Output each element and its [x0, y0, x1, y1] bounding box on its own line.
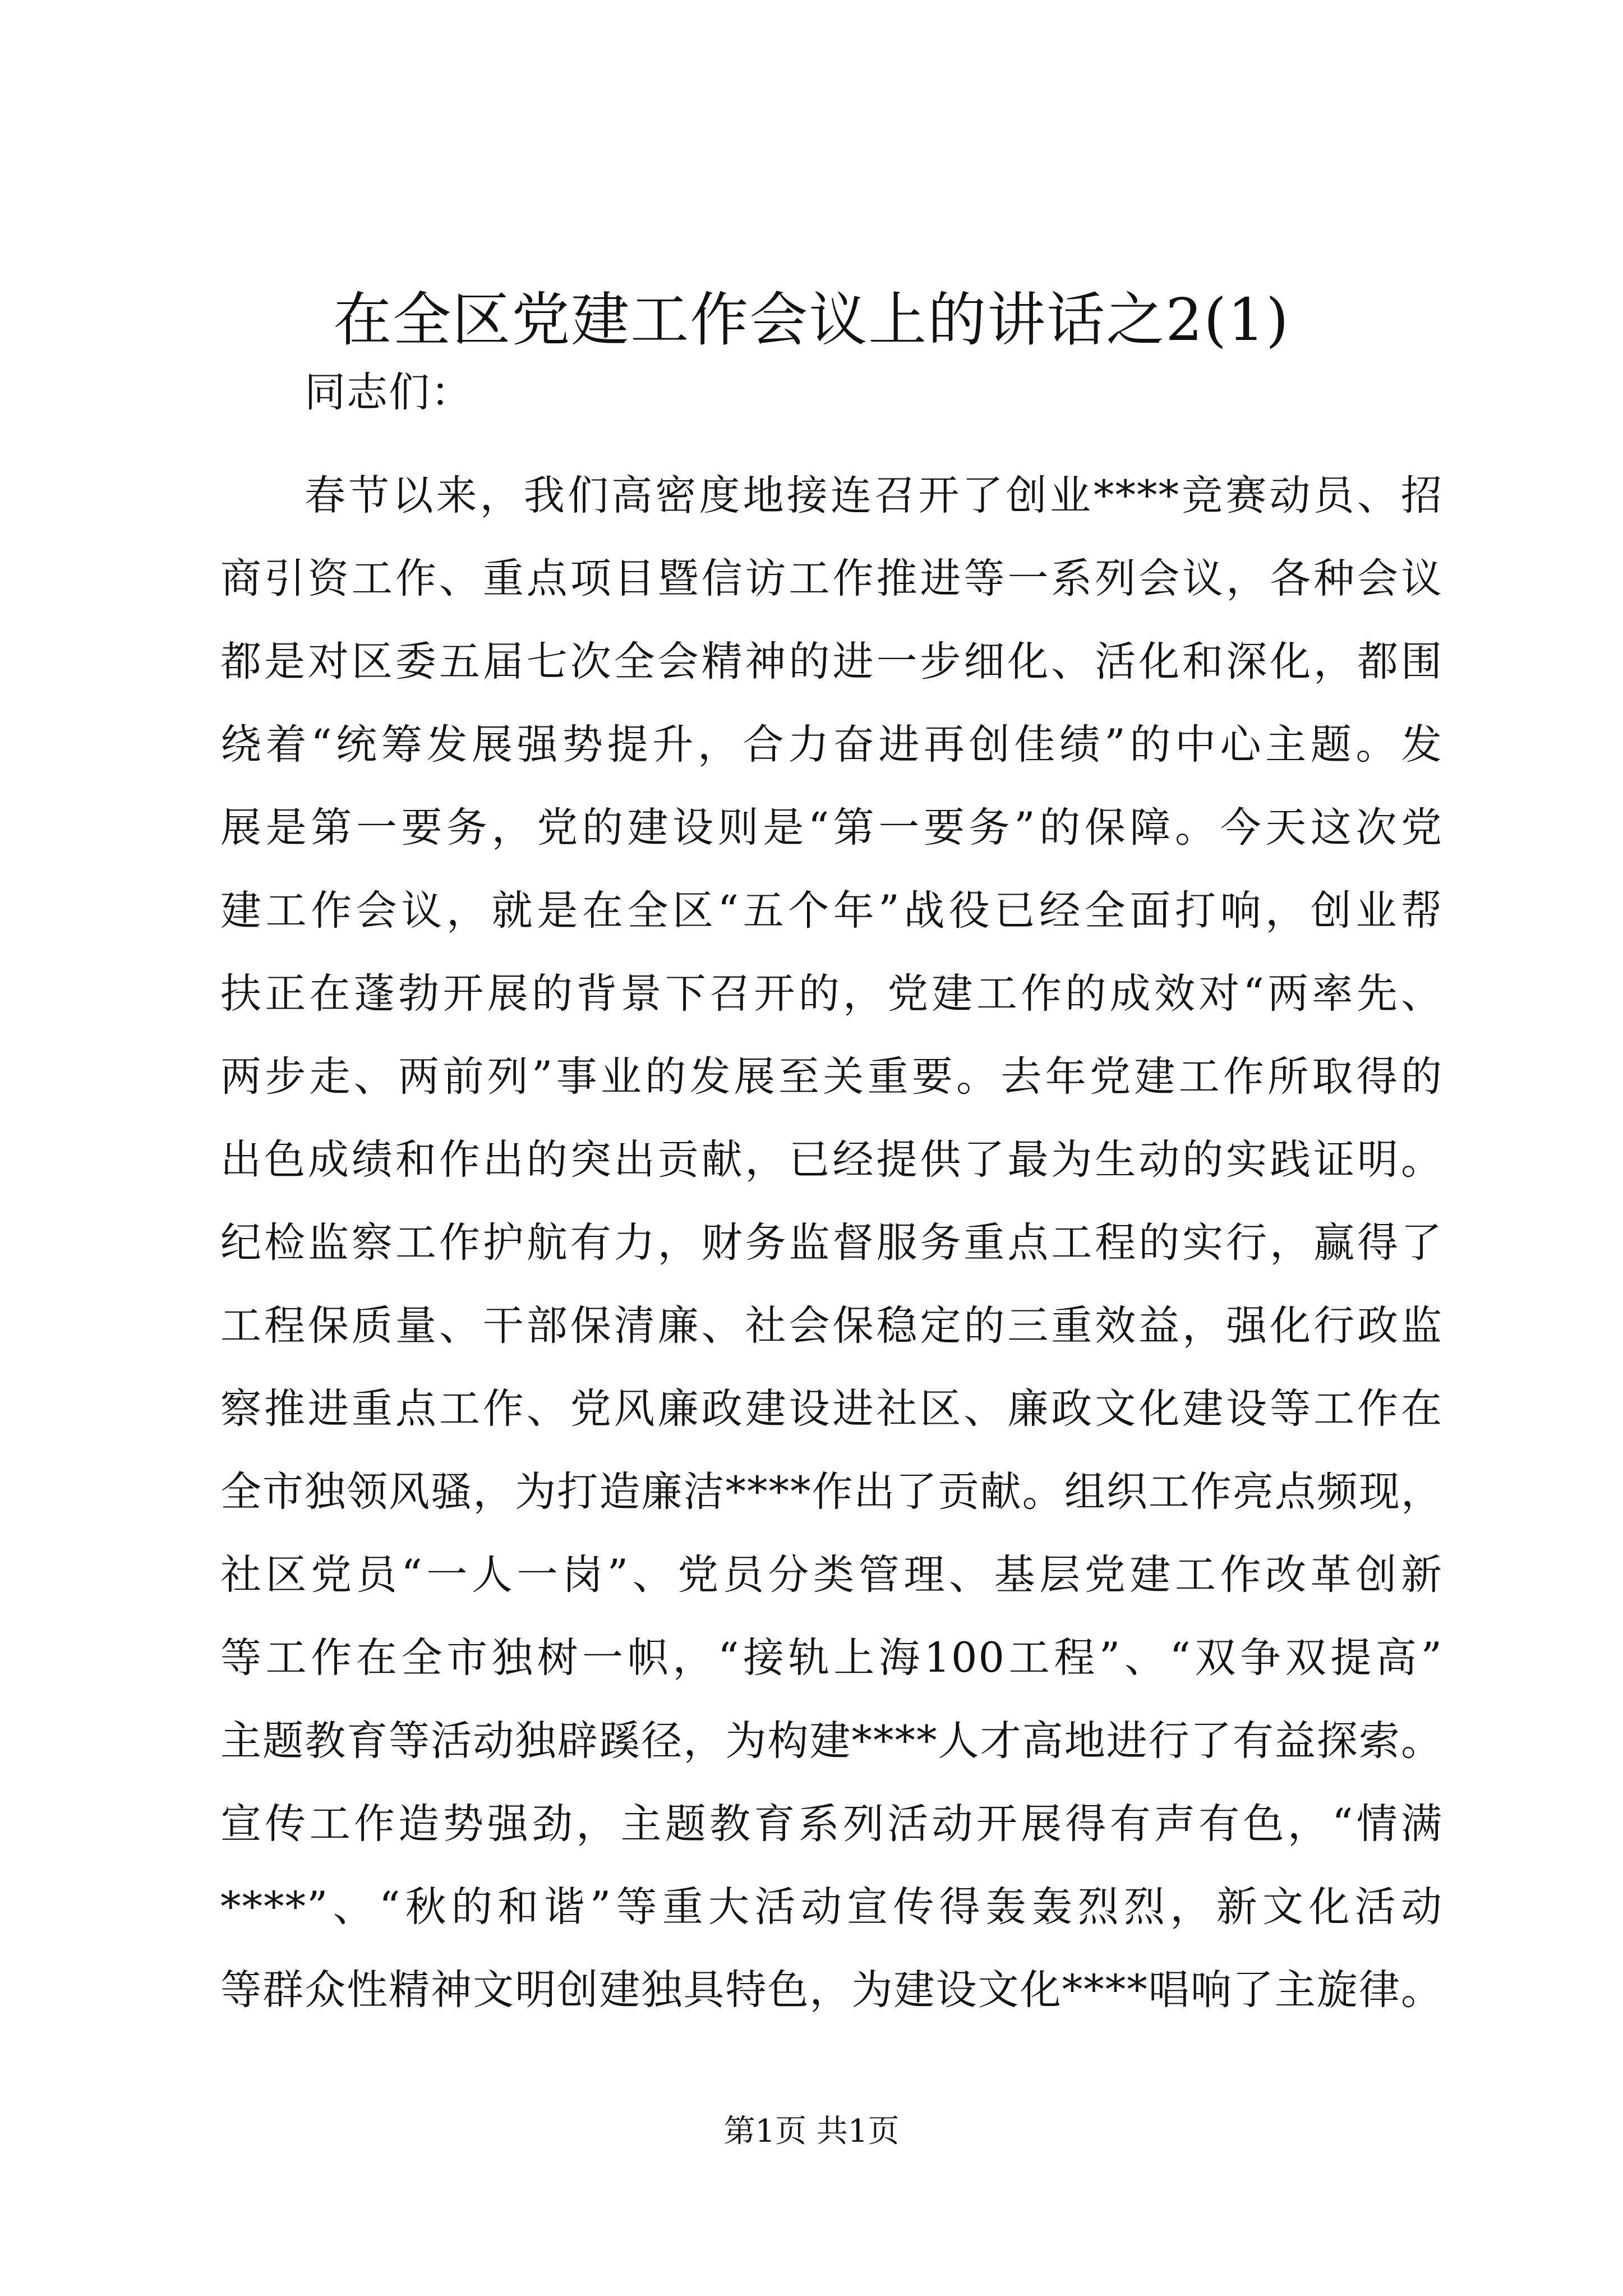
paragraph-line: 等工作在全市独树一帜，“接轨上海100工程”、“双争双提高”	[220, 1634, 1443, 1682]
paragraph-line: 都是对区委五届七次全会精神的进一步细化、活化和深化，都围	[220, 638, 1443, 685]
paragraph-line: 工程保质量、干部保清廉、社会保稳定的三重效益，强化行政监	[220, 1302, 1443, 1350]
paragraph-line: 扶正在蓬勃开展的背景下召开的，党建工作的成效对“两率先、	[220, 970, 1443, 1018]
salutation: 同志们：	[305, 369, 473, 416]
paragraph-line: 商引资工作、重点项目暨信访工作推进等一系列会议，各种会议	[220, 555, 1443, 602]
paragraph-line: 纪检监察工作护航有力，财务监督服务重点工程的实行，赢得了	[220, 1219, 1443, 1267]
paragraph-line: 等群众性精神文明创建独具特色，为建设文化****唱响了主旋律。	[220, 1966, 1443, 2014]
paragraph-line: 全市独领风骚，为打造廉洁****作出了贡献。组织工作亮点频现，	[220, 1468, 1443, 1516]
paragraph-line: 建工作会议，就是在全区“五个年”战役已经全面打响，创业帮	[220, 887, 1443, 935]
paragraph-line: ****”、“秋的和谐”等重大活动宣传得轰轰烈烈，新文化活动	[220, 1883, 1443, 1931]
paragraph-line: 出色成绩和作出的突出贡献，已经提供了最为生动的实践证明。	[220, 1136, 1443, 1184]
paragraph-line: 主题教育等活动独辟蹊径，为构建****人才高地进行了有益探索。	[220, 1717, 1443, 1765]
paragraph-line: 绕着“统筹发展强势提升，合力奋进再创佳绩”的中心主题。发	[220, 721, 1443, 769]
paragraph-line: 春节以来，我们高密度地接连召开了创业****竞赛动员、招	[305, 472, 1443, 519]
paragraph-line: 展是第一要务，党的建设则是“第一要务”的保障。今天这次党	[220, 804, 1443, 852]
paragraph-line: 宣传工作造势强劲，主题教育系列活动开展得有声有色，“情满	[220, 1800, 1443, 1848]
document-title: 在全区党建工作会议上的讲话之2(1)	[333, 286, 1290, 354]
paragraph-line: 察推进重点工作、党风廉政建设进社区、廉政文化建设等工作在	[220, 1385, 1443, 1433]
page-footer: 第1页 共1页	[723, 2113, 900, 2150]
paragraph-line: 社区党员“一人一岗”、党员分类管理、基层党建工作改革创新	[220, 1551, 1443, 1599]
paragraph-line: 两步走、两前列”事业的发展至关重要。去年党建工作所取得的	[220, 1053, 1443, 1101]
